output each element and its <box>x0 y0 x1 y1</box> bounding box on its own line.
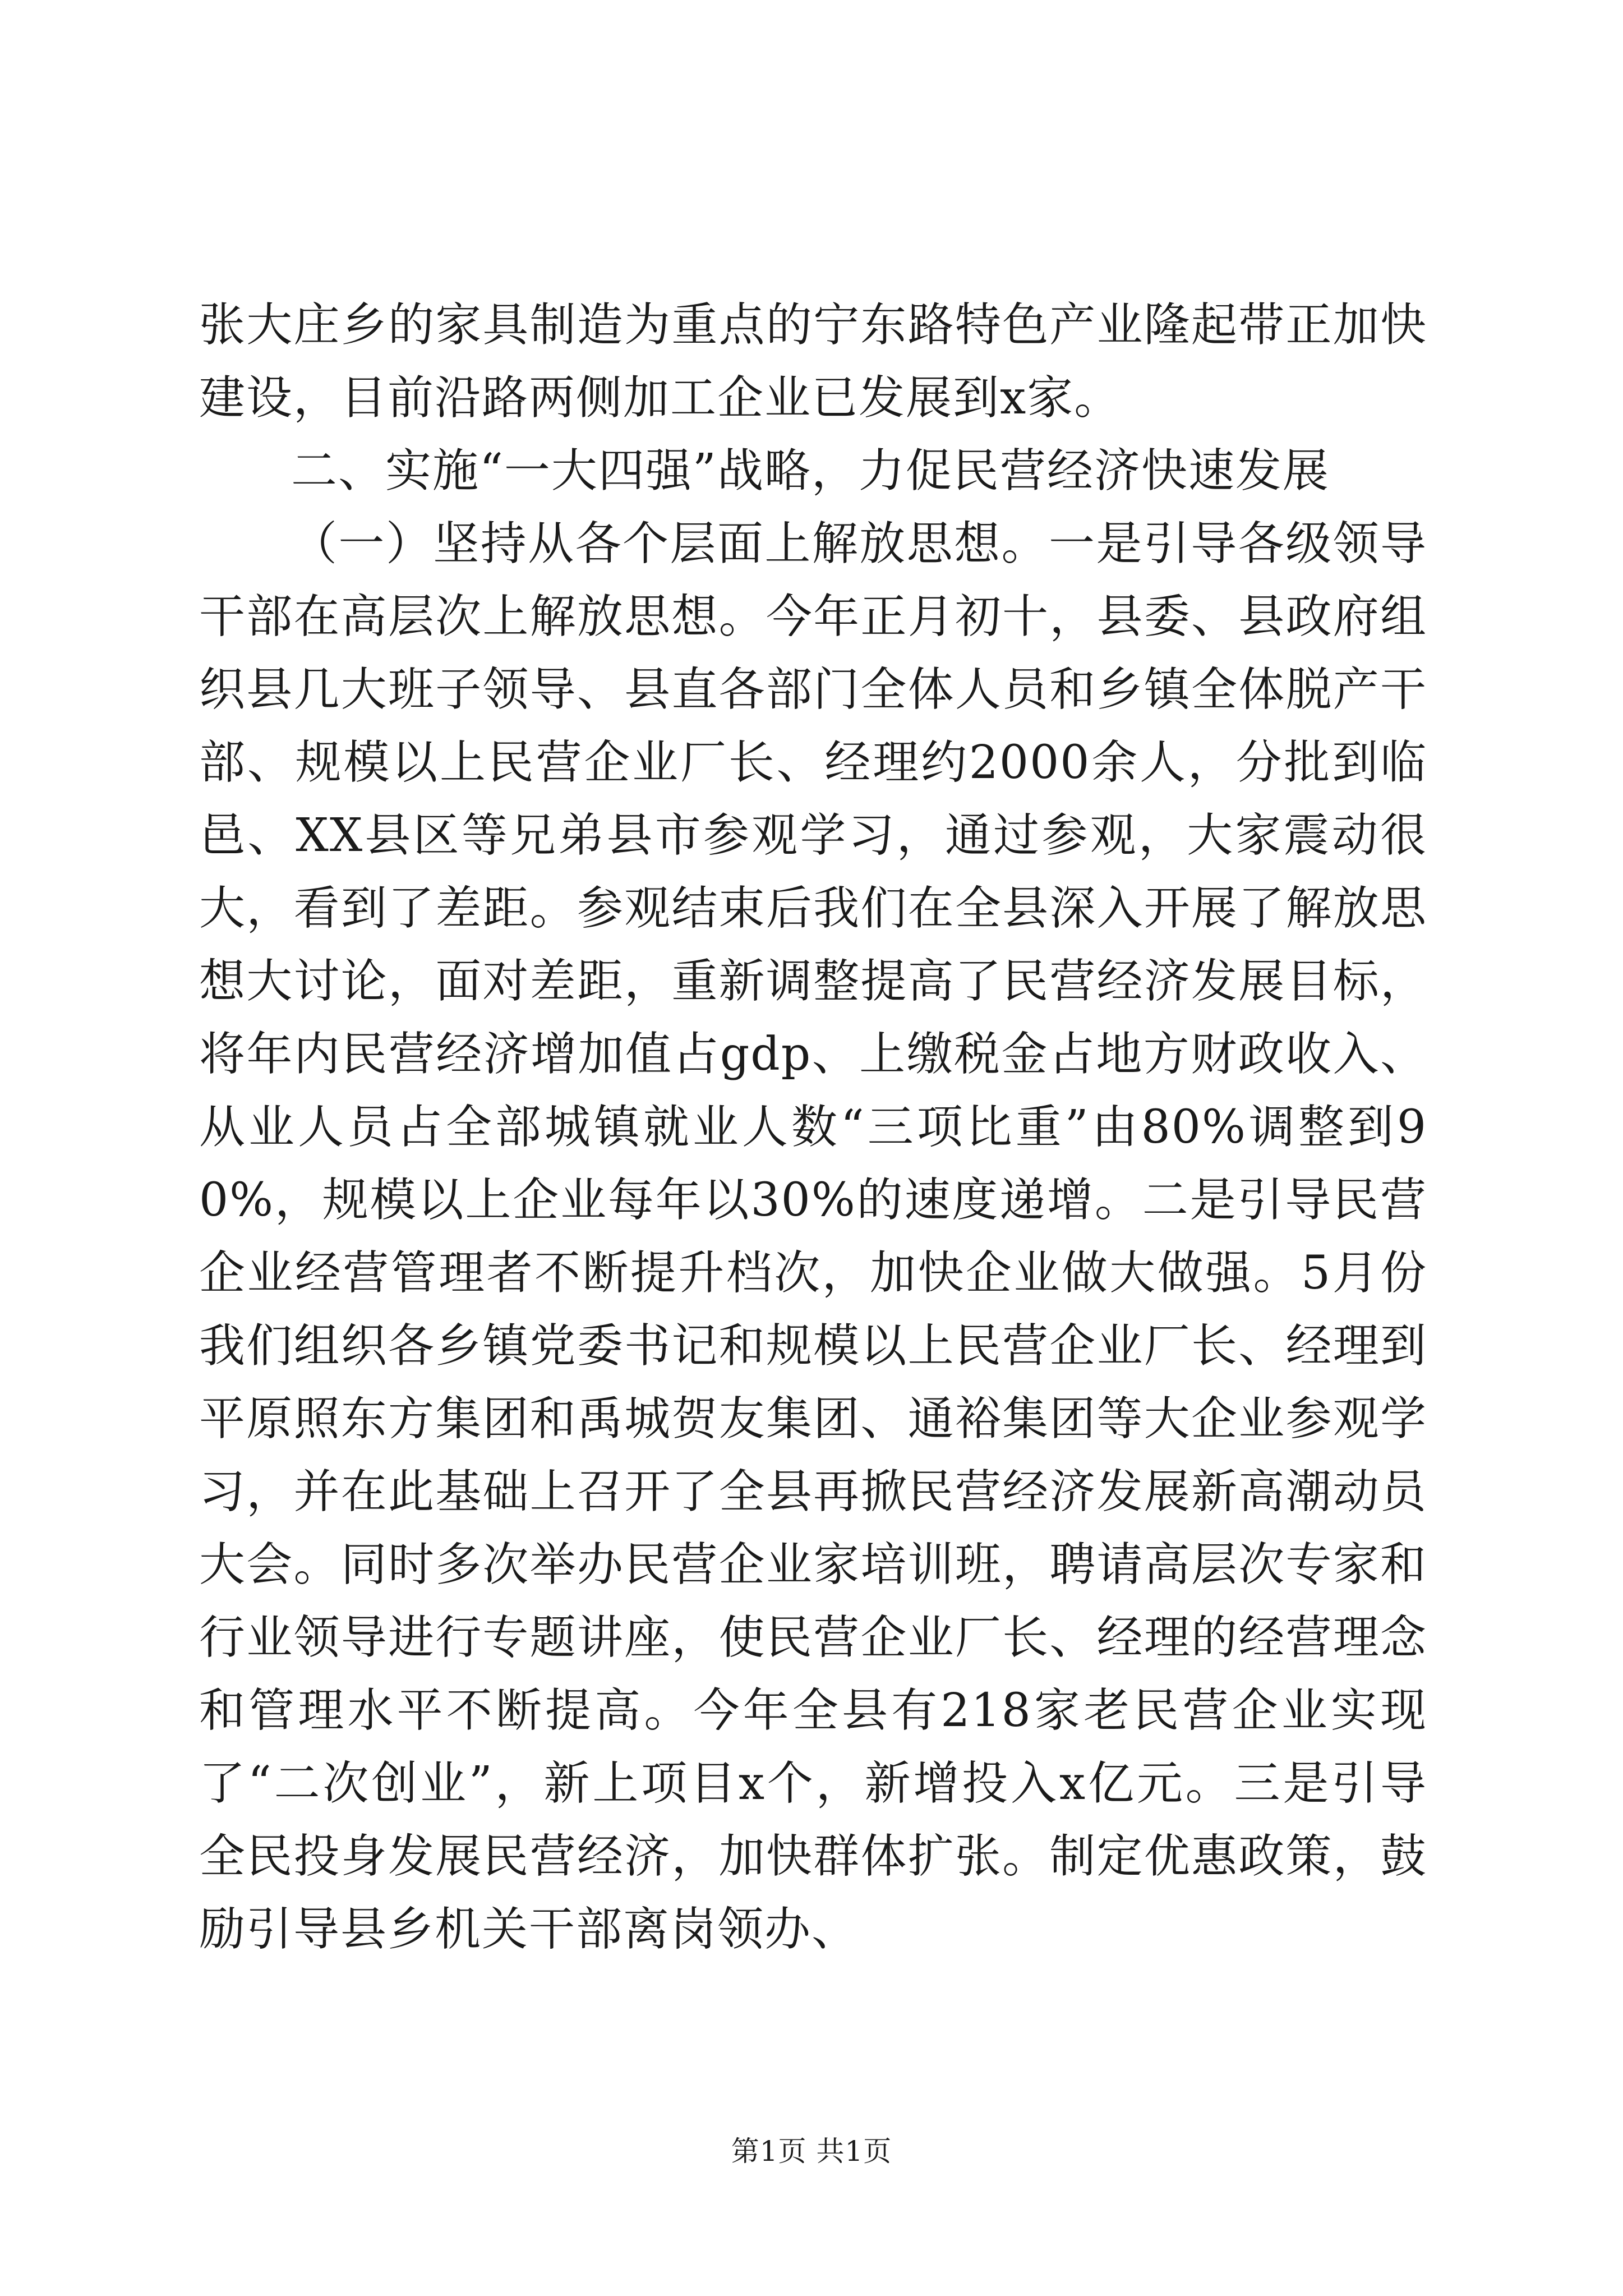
paragraph-subsection-one: （一）坚持从各个层面上解放思想。一是引导各级领导干部在高层次上解放思想。今年正月初十，县委、县政府组织县几大班子领导、县直各部门全体人员和乡镇全体脱产干部、规模以上民营企业厂长、经理约2000余人，分批到临邑、XX县区等兄弟县市参观学习，通过参观，大家震动很大，看到了差距。参观结束后我们在全县深入开展了解放思想大讨论，面对差距，重新调整提高了民营经济发展目标，将年内民营经济增加值占gdp、上缴税金占地方财政收入、从业人员占全部城镇就业人数“三项比重”由80%调整到90%，规模以上企业每年以30%的速度递增。二是引导民营企业经营管理者不断提升档次，加快企业做大做强。5月份我们组织各乡镇党委书记和规模以上民营企业厂长、经理到平原照东方集团和禹城贺友集团、通裕集团等大企业参观学习，并在此基础上召开了全县再掀民营经济发展新高潮动员大会。同时多次举办民营企业家培训班，聘请高层次专家和行业领导进行专题讲座，使民营企业厂长、经理的经营理念和管理水平不断提高。今年全县有218家老民营企业实现了“二次创业”，新上项目x个，新增投入x亿元。三是引导全民投身发展民营经济，加快群体扩张。制定优惠政策，鼓励引导县乡机关干部离岗领办、 <box>199 517 1427 1956</box>
paragraph-continuation: 张大庄乡的家具制造为重点的宁东路特色产业隆起带正加快建设，目前沿路两侧加工企业已发展到x家。 <box>199 298 1427 425</box>
page-footer <box>0 2134 1623 2168</box>
page-number-label: 第1页 共1页 <box>731 2135 892 2168</box>
section-heading: 二、实施“一大四强”战略，力促民营经济快速发展 <box>291 444 1330 498</box>
document-body <box>199 289 1427 1966</box>
